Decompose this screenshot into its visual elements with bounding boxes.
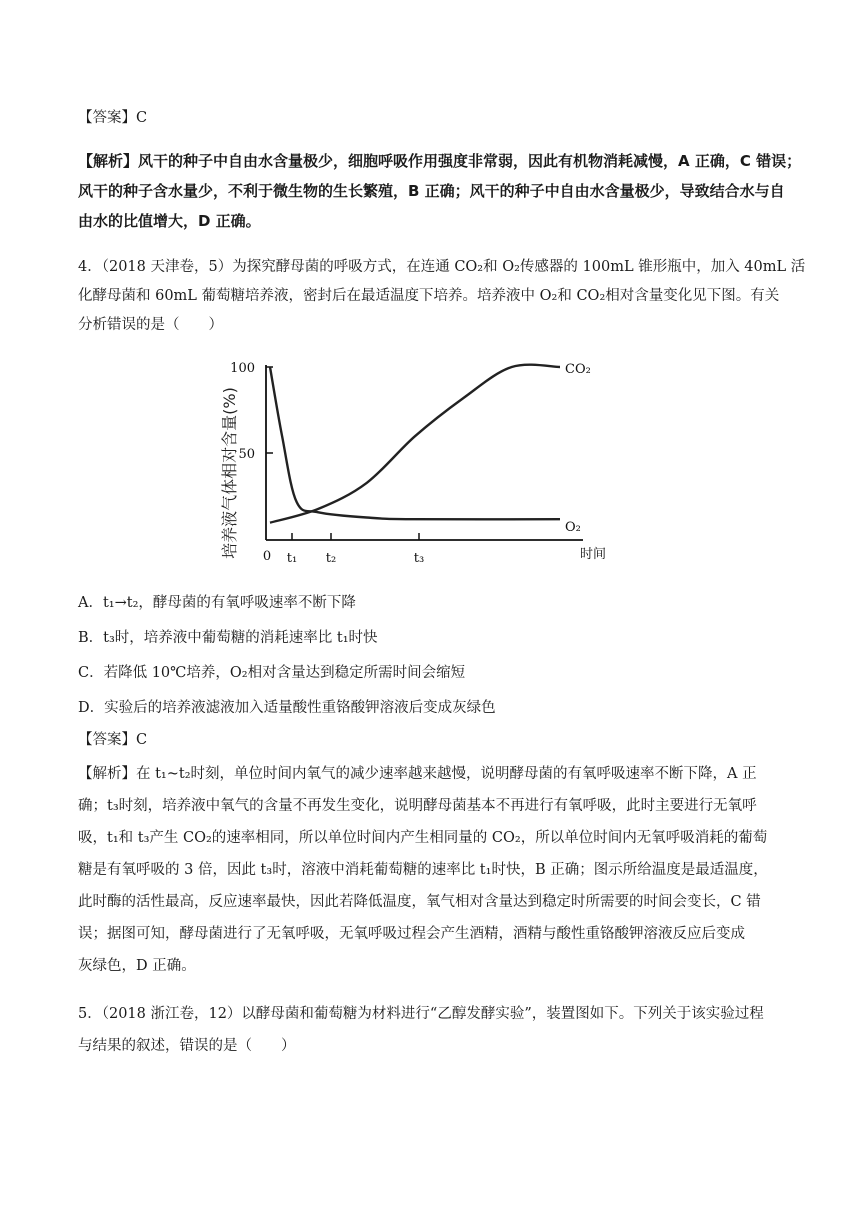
analysis-1 xyxy=(78,146,802,236)
analysis-line: 灰绿色，D 正确。 xyxy=(78,958,196,974)
option-a: A．t₁→t₂，酵母菌的有氧呼吸速率不断下降 xyxy=(78,595,356,611)
co2-series-label: CO₂ xyxy=(565,362,591,377)
answer-2 xyxy=(78,726,792,755)
x-tick-label: 0 xyxy=(262,549,272,564)
analysis-line: 确；t₃时刻，培养液中氧气的含量不再发生变化，说明酵母菌基本不再进行有氧呼吸，此时主要进行无氧呼 xyxy=(78,798,757,814)
chart-svg xyxy=(195,355,615,570)
option-d: D．实验后的培养液滤液加入适量酸性重铬酸钾溶液后变成灰绿色 xyxy=(78,700,496,716)
answer-1 xyxy=(78,104,792,133)
co2-curve xyxy=(270,365,560,523)
o2-series-label: O₂ xyxy=(565,520,581,535)
question-line: 化酵母菌和 60mL 葡萄糖培养液，密封后在最适温度下培养。培养液中 O₂和 CO₂相对含量变化见下图。有关 xyxy=(78,288,780,304)
question-line: 5．（2018 浙江卷，12）以酵母菌和葡萄糖为材料进行“乙醇发酵实验”，装置图如下。下列关于该实验过程 xyxy=(78,1006,764,1022)
analysis-line: 误；据图可知，酵母菌进行了无氧呼吸，无氧呼吸过程会产生酒精，酒精与酸性重铬酸钾溶液反应后变成 xyxy=(78,926,745,942)
analysis-line: 糖是有氧呼吸的 3 倍，因此 t₃时，溶液中消耗葡萄糖的速率比 t₁时快，B 正确；图示所给温度是最适温度， xyxy=(78,862,768,878)
analysis-line: 吸，t₁和 t₃产生 CO₂的速率相同，所以单位时间内产生相同量的 CO₂，所以单位时间内无氧呼吸消耗的葡萄 xyxy=(78,830,768,846)
analysis-line: 风干的种子含水量少，不利于微生物的生长繁殖，B 正确；风干的种子中自由水含量极少，导致结合水与自 xyxy=(78,182,785,200)
y-axis-label: 培养液气体相对含量(%) xyxy=(220,387,239,559)
question-line: 与结果的叙述，错误的是（ ） xyxy=(78,1038,296,1054)
question-line: 分析错误的是（ ） xyxy=(78,317,223,333)
x-tick-label: t₁ xyxy=(286,551,298,566)
analysis-line: 【解析】在 t₁~t₂时刻，单位时间内氧气的减少速率越来越慢，说明酵母菌的有氧呼吸速率不断下降，A 正 xyxy=(78,766,757,782)
x-axis-label: 时间 xyxy=(579,547,607,562)
answer-text: 【答案】C xyxy=(78,732,148,748)
analysis-line: 由水的比值增大，D 正确。 xyxy=(78,212,261,230)
x-tick-label: t₂ xyxy=(325,551,337,566)
y-tick-label: 50 xyxy=(238,447,255,462)
question-line: 4．（2018 天津卷，5）为探究酵母菌的呼吸方式，在连通 CO₂和 O₂传感器的 100mL 锥形瓶中，加入 40mL 活 xyxy=(78,259,806,275)
y-tick-label: 100 xyxy=(230,361,255,376)
analysis-line: 此时酶的活性最高，反应速率最快，因此若降低温度，氧气相对含量达到稳定时所需要的时间会变长，C 错 xyxy=(78,894,761,910)
o2-curve xyxy=(270,367,560,519)
answer-text: 【答案】C xyxy=(78,110,148,126)
analysis-line: 【解析】风干的种子中自由水含量极少，细胞呼吸作用强度非常弱，因此有机物消耗减慢，A 正确，C 错误； xyxy=(78,152,802,170)
question-5 xyxy=(78,998,792,1062)
options-4 xyxy=(78,589,792,723)
option-c: C．若降低 10℃培养，O₂相对含量达到稳定所需时间会缩短 xyxy=(78,665,466,681)
gas-content-chart xyxy=(195,355,615,570)
question-4 xyxy=(78,253,806,340)
analysis-2 xyxy=(78,758,792,982)
option-b: B．t₃时，培养液中葡萄糖的消耗速率比 t₁时快 xyxy=(78,630,378,646)
x-tick-label: t₃ xyxy=(413,551,425,566)
